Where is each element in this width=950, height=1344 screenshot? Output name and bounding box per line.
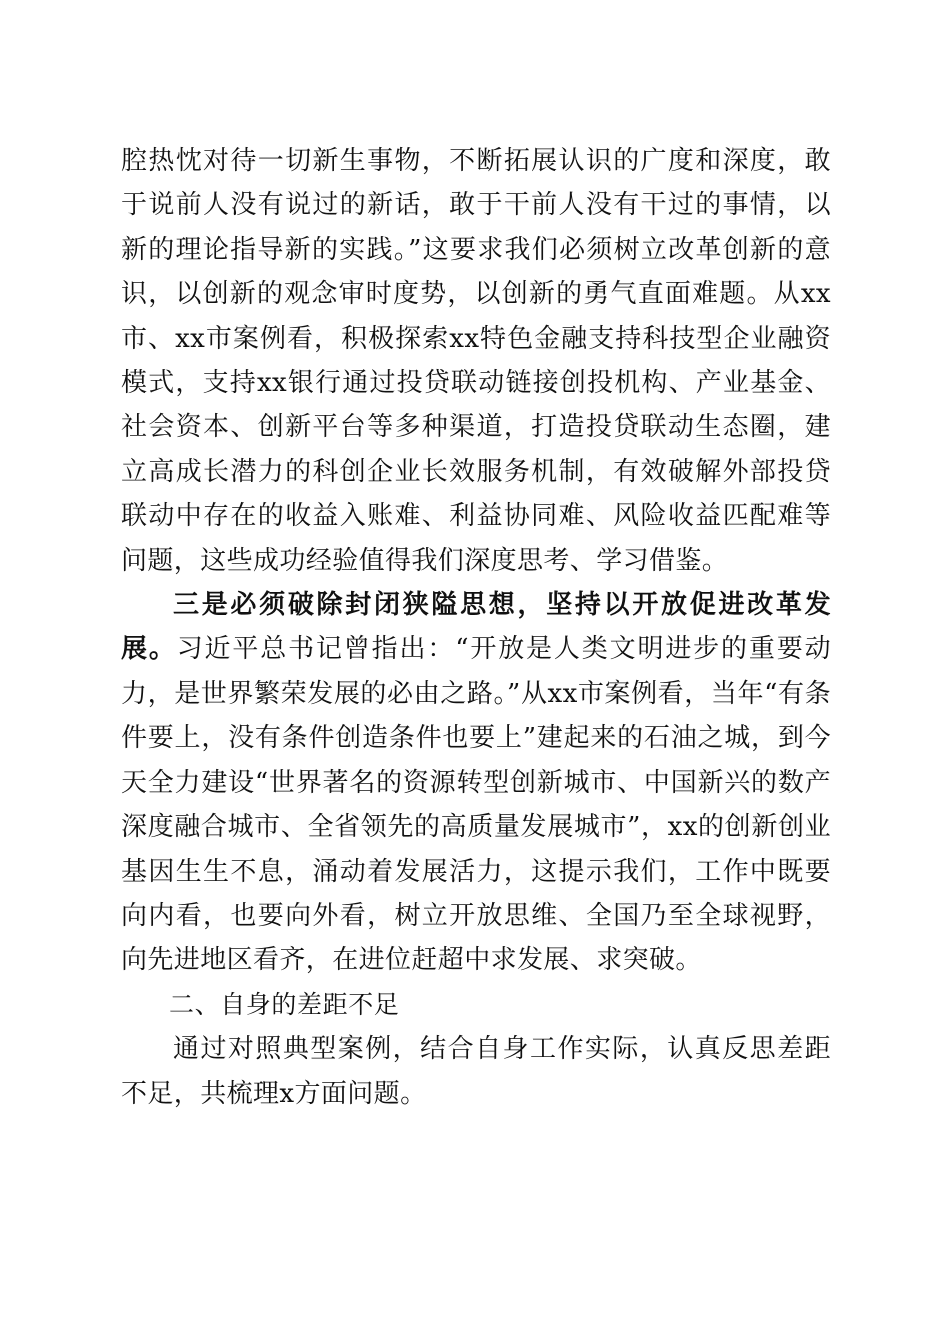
paragraph-body: 习近平总书记曾指出：“开放是人类文明进步的重要动力，是世界繁荣发展的必由之路。”从xx市案例看，当年“有条件要上，没有条件创造条件也要上”建起来的石油之城，到今天全力建设“世界著名的资源转型创新城市、中国新兴的数产深度融合城市、全省领先的高质量发展城市”，xx的创新创业基因生生不息，涌动着发展活力，这提示我们，工作中既要向内看，也要向外看，树立开放思维、全国乃至全球视野，向先进地区看齐，在进位赶超中求发展、求突破。 [121,634,831,976]
section-heading: 二、自身的差距不足 [169,989,400,1019]
paragraph-lead-sentence: 三是必须破除封闭狭隘思想，坚持以开放促进改革发展。 [121,590,831,665]
paragraph-continuation: 腔热忱对待一切新生事物，不断拓展认识的广度和深度，敢于说前人没有说过的新话，敢于干前人没有干过的事情，以新的理论指导新的实践。”这要求我们必须树立改革创新的意识，以创新的观念审时度势，以创新的勇气直面难题。从xx市、xx市案例看，积极探索xx特色金融支持科技型企业融资模式，支持xx银行通过投贷联动链接创投机构、产业基金、社会资本、创新平台等多种渠道，打造投贷联动生态圈，建立高成长潜力的科创企业长效服务机制，有效破解外部投贷联动中存在的收益入账难、利益协同难、风险收益匹配难等问题，这些成功经验值得我们深度思考、学习借鉴。 [121,146,831,576]
paragraph-openness [121,583,831,983]
document-body [121,139,831,1116]
paragraph-summary: 通过对照典型案例，结合自身工作实际，认真反思差距不足，共梳理x方面问题。 [121,1034,831,1109]
